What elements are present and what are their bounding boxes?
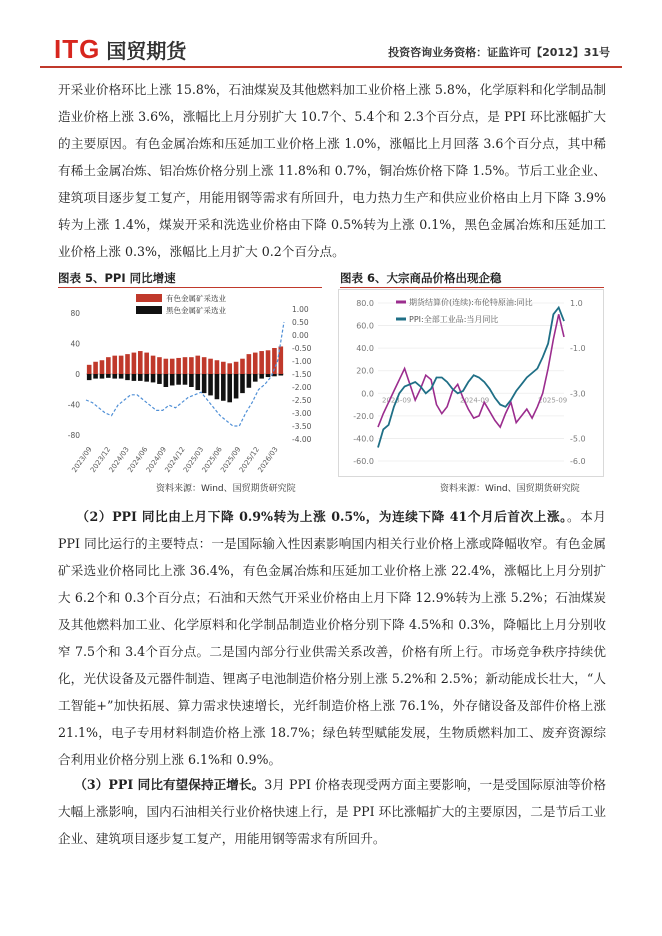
fig5-x-tick-2: 2024/03 (107, 445, 131, 474)
fig5-bar-nonferrous (202, 357, 207, 374)
fig5-bar-nonferrous (164, 359, 169, 374)
fig5-yright-tick-2: 0.00 (292, 331, 309, 340)
fig5-x-tick-6: 2025/03 (181, 445, 206, 474)
page-header (40, 26, 622, 66)
fig5-left-axis-ticks (68, 309, 80, 440)
fig5-yright-tick-9: -3.50 (292, 422, 312, 431)
fig5-bars (87, 346, 283, 402)
fig5-bar-nonferrous (240, 359, 245, 374)
fig5-bar-ferrous (227, 374, 232, 402)
fig5-bar-nonferrous (87, 365, 92, 374)
fig5-bar-nonferrous (112, 356, 117, 374)
fig5-bar-nonferrous (215, 360, 220, 374)
fig5-bar-ferrous (215, 374, 220, 399)
fig5-bar-nonferrous (157, 357, 162, 374)
figure6-source: 资料来源：Wind、国贸期货研究院 (440, 484, 580, 494)
fig5-x-tick-1: 2023/12 (88, 445, 113, 474)
fig5-legend (136, 293, 226, 315)
fig5-yleft-tick-1: 40 (70, 339, 80, 349)
fig5-bar-ferrous (189, 374, 194, 387)
fig6-x-tick-0: 2023-09 (382, 396, 412, 405)
paragraph-outlook-heading: （3）PPI 同比有望保持正增长。 (74, 777, 265, 792)
fig5-bar-nonferrous (253, 353, 258, 374)
figure6-rule (340, 287, 604, 288)
fig5-bar-ferrous (87, 374, 92, 380)
fig6-yright-tick-1: -1.0 (570, 344, 586, 354)
fig5-bar-ferrous (93, 374, 98, 379)
fig5-bar-ferrous (144, 374, 149, 382)
fig5-yright-tick-8: -3.00 (292, 409, 312, 418)
fig5-bar-nonferrous (170, 359, 175, 374)
fig5-bar-nonferrous (183, 357, 188, 374)
fig5-x-tick-9: 2025/12 (237, 445, 262, 474)
fig5-bar-nonferrous (93, 362, 98, 374)
fig5-yright-tick-3: -0.50 (292, 344, 312, 353)
fig5-bar-nonferrous (247, 354, 252, 374)
company-logo (54, 34, 186, 65)
fig5-bar-ferrous (138, 374, 143, 381)
fig5-yright-tick-5: -1.50 (292, 370, 312, 379)
fig6-yright-tick-4: -6.0 (570, 457, 586, 466)
logo-itg-text: ITG (54, 34, 101, 64)
paragraph-intro: 开采业价格环比上涨 15.8%，石油煤炭及其他燃料加工业价格上涨 5.8%，化学原料和化学制品制造业价格上涨 3.6%，涨幅比上月分别扩大 10.7个、5.4个和 2.3个百分点，是 PPI 环比涨幅扩大的主要原因。有色金属冶炼和压延加工业价格上涨 1.0%，涨幅比上月回落 3.6个百分点，其中稀有稀土金属冶炼、铝冶炼价格分别上涨 11.8%和 0.7%，铜冶炼价格下降 1.5%。节后工业企业、建筑项目逐步复工复产，用能用钢等需求有所回升，电力热力生产和供应业价格由上月下降 3.9%转为上涨 1.4%，煤炭开采和洗选业价格由下降 0.5%转为上涨 0.1%，黑色金属冶炼和压延加工业价格上涨 0.3%，涨幅比上月扩大 0.2个百分点。 (58, 82, 606, 259)
fig5-bar-ferrous (157, 374, 162, 384)
fig5-bar-ferrous (132, 374, 137, 381)
paragraph-outlook (58, 771, 606, 852)
fig5-yleft-tick-4: -80 (67, 431, 80, 441)
fig5-bar-ferrous (125, 374, 130, 380)
fig5-x-tick-0: 2023/09 (70, 445, 94, 474)
fig5-bar-ferrous (151, 374, 156, 382)
fig5-bar-nonferrous (138, 351, 143, 374)
legend-swatch-nonferrous (136, 294, 162, 302)
fig5-bar-ferrous (119, 374, 124, 379)
fig6-yleft-tick-5: -20.0 (353, 411, 374, 421)
fig6-yright-tick-2: -3.0 (570, 389, 586, 399)
fig5-bar-ferrous (164, 374, 169, 387)
legend-label-brent: 期货结算价(连续):布伦特原油:同比 (409, 298, 533, 307)
fig5-bar-ferrous (195, 374, 200, 390)
fig6-yleft-tick-1: 60.0 (356, 321, 374, 331)
fig5-bar-nonferrous (221, 362, 226, 374)
fig5-yright-tick-4: -1.00 (292, 357, 312, 366)
fig5-x-tick-8: 2025/09 (219, 445, 243, 474)
fig6-x-tick-2: 2025-09 (538, 396, 568, 405)
fig5-bar-ferrous (208, 374, 213, 395)
fig5-yleft-tick-3: -40 (67, 400, 80, 410)
fig6-yleft-tick-0: 80.0 (356, 299, 374, 308)
fig5-bar-nonferrous (195, 356, 200, 374)
fig5-bar-nonferrous (151, 356, 156, 374)
fig5-bar-nonferrous (106, 357, 111, 374)
fig5-right-axis-ticks (292, 305, 312, 444)
fig5-bar-nonferrous (266, 350, 271, 374)
fig6-yright-tick-3: -5.0 (570, 434, 586, 444)
fig6-yleft-tick-4: 0.0 (361, 389, 374, 399)
fig5-bar-nonferrous (132, 353, 137, 374)
fig5-bar-nonferrous (189, 357, 194, 374)
fig5-bar-nonferrous (125, 354, 130, 374)
fig5-bar-ferrous (202, 374, 207, 393)
fig5-yright-tick-1: 0.50 (292, 318, 309, 327)
fig6-yleft-tick-3: 20.0 (356, 366, 374, 376)
fig5-bar-ferrous (183, 374, 188, 385)
fig5-bar-ferrous (266, 374, 271, 377)
fig5-bar-ferrous (106, 374, 111, 378)
fig5-bar-ferrous (272, 374, 277, 376)
fig5-yright-tick-6: -2.00 (292, 383, 312, 392)
fig5-yleft-tick-2: 0 (75, 370, 80, 379)
figure5-source: 资料来源：Wind、国贸期货研究院 (156, 484, 296, 494)
fig5-bar-nonferrous (227, 363, 232, 374)
fig5-bar-ferrous (112, 374, 117, 379)
fig6-yleft-tick-6: -40.0 (353, 434, 374, 444)
fig5-bar-ferrous (253, 374, 258, 382)
figure5-rule (58, 287, 322, 288)
paragraph-ppi-yoy-body: 。本月 PPI 同比运行的主要特点：一是国际输入性因素影响国内相关行业价格上涨或降幅收窄。有色金属矿采选业价格同比上涨 36.4%，有色金属冶炼和压延加工业价格上涨 22.4%，涨幅比上月分别扩大 6.2个和 0.3个百分点；石油和天然气开采业价格由上月下降 12.9%转为上涨 5.2%；石油煤炭及其他燃料加工业、化学原料和化学制品制造业价格分别下降 4.5%和 0.3%，降幅比上月分别收窄 7.5个和 3.4个百分点。二是国内部分行业供需关系改善，价格有所上行。市场竞争秩序持续优化，光伏设备及元器件制造、锂离子电池制造价格分别上涨 5.2%和 2.5%；新动能成长壮大，“人工智能+”加快拓展、算力需求快速增长，光纤制造价格上涨 76.1%，外存储设备及部件价格上涨 21.1%，电子专用材料制造价格上涨 18.7%；绿色转型赋能发展，生物质燃料加工、废弃资源综合利用业价格分别上涨 6.1%和 0.9%。 (58, 509, 606, 767)
fig5-bar-ferrous (170, 374, 175, 385)
figure6-chart (338, 289, 604, 477)
legend-swatch-ferrous (136, 306, 162, 314)
fig5-yright-tick-7: -2.50 (292, 396, 312, 405)
fig5-bar-nonferrous (234, 362, 239, 374)
fig5-bar-nonferrous (119, 356, 124, 374)
fig6-yright-tick-0: 1.0 (570, 299, 583, 308)
fig5-bar-nonferrous (176, 358, 181, 374)
figure5-title: 图表 5、PPI 同比增速 (58, 271, 176, 285)
fig5-yright-tick-10: -4.00 (292, 435, 312, 444)
paragraph-outlook-body: 3月 PPI 价格表现受两方面主要影响，一是受国际原油等价格大幅上涨影响，国内石油相关行业价格快速上行，是 PPI 环比涨幅扩大的主要原因，二是节后工业企业、建筑项目逐步复工复产，用能用钢等需求有所回升。 (58, 777, 606, 846)
fig5-bar-ferrous (259, 374, 264, 379)
fig5-bar-ferrous (234, 374, 239, 398)
fig6-yleft-tick-7: -60.0 (353, 457, 374, 466)
fig5-x-tick-10: 2026/03 (256, 445, 280, 474)
license-text: 投资咨询业务资格：证监许可【2012】31号 (388, 46, 610, 59)
header-rule (40, 66, 622, 68)
fig5-bar-ferrous (279, 374, 284, 376)
fig5-bar-ferrous (247, 374, 252, 388)
fig5-x-tick-5: 2024/12 (163, 445, 187, 474)
figure6-title: 图表 6、大宗商品价格出现企稳 (340, 271, 502, 285)
fig5-bar-ferrous (176, 374, 181, 385)
fig5-bar-ferrous (221, 374, 226, 401)
fig5-bar-nonferrous (259, 351, 264, 374)
logo-cn-text: 国贸期货 (106, 39, 187, 63)
fig5-yright-tick-0: 1.00 (292, 305, 309, 314)
fig5-x-tick-3: 2024/06 (126, 445, 150, 474)
legend-label-nonferrous: 有色金属矿采选业 (166, 294, 226, 303)
paragraph-ppi-yoy (58, 503, 606, 773)
fig5-bar-nonferrous (208, 359, 213, 374)
fig5-x-ticks (70, 445, 279, 474)
legend-label-ppi: PPI:全部工业品:当月同比 (409, 315, 499, 324)
fig6-x-tick-1: 2024-09 (460, 396, 490, 405)
paragraph-ppi-yoy-heading: （2）PPI 同比由上月下降 0.9%转为上涨 0.5%，为连续下降 41个月后首次上涨。 (76, 509, 568, 524)
fig6-yleft-tick-2: 40.0 (356, 344, 374, 354)
fig5-bar-nonferrous (100, 360, 105, 374)
fig5-x-tick-7: 2025/06 (200, 445, 224, 474)
fig5-bar-ferrous (100, 374, 105, 379)
legend-label-ferrous: 黑色金属矿采选业 (166, 306, 226, 315)
fig5-bar-ferrous (240, 374, 245, 393)
fig5-yleft-tick-0: 80 (70, 308, 80, 318)
figure5-chart (58, 289, 326, 477)
fig5-x-tick-4: 2024/09 (144, 445, 169, 474)
fig5-bar-nonferrous (144, 353, 149, 374)
